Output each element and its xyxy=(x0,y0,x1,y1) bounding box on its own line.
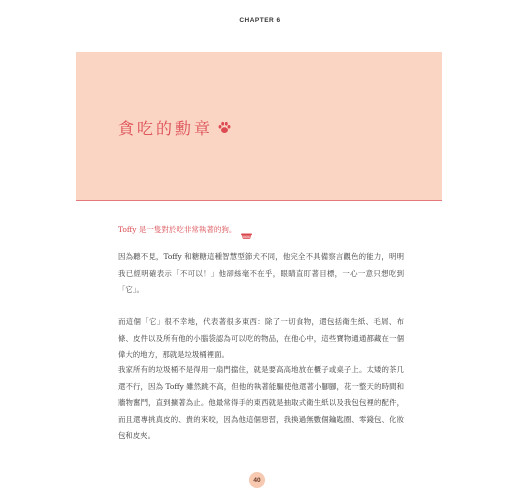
chapter-title-text: 貪吃的勳章 xyxy=(118,119,214,138)
subtitle-text: Toffy 是一隻對於吃非常執著的狗。 xyxy=(118,225,237,234)
chapter-title xyxy=(118,116,232,139)
svg-text:DOG: DOG xyxy=(243,235,251,239)
body-paragraph: 因為聽不見，Toffy 和糖糖這種智慧型節犬不同，他完全不具備察言觀色的能力，明明我已經明確表示「不可以！」他卻絲毫不在乎，眼睛直盯著目標，一心一意只想吃到「它」。 xyxy=(118,252,404,294)
chapter-subtitle xyxy=(118,224,253,239)
body-paragraph: 我家所有的垃圾桶不是得用一扇門擋住，就是要高高地放在櫃子或桌子上。太矮的茶几還不行，因為 Toffy 雖然跳不高，但他的執著能驅使他還著小腳腳，花一整天的時間和牆物奮鬥，直到擴著為止。他最常得手的東西就是抽取式衛生紙以及我包包裡的配件，而且還專挑真皮的、貴的來咬，因為他這個惡習，我換過無數個鑰匙圈、零錢包、化妝包和皮夾。 xyxy=(118,365,404,440)
dog-bowl-icon xyxy=(240,225,253,239)
paw-icon xyxy=(217,120,232,135)
page-number: 40 xyxy=(249,472,265,488)
body-paragraph: 而這個「它」很不幸地，代表著很多東西：除了一切食物，還包括衛生紙、毛屑、布條、皮件以及所有他的小腦袋認為可以吃的物品，在他心中，這些寶物通通都藏在一個偉大的地方，那就是垃圾桶裡面。 xyxy=(118,317,404,359)
chapter-label: CHAPTER 6 xyxy=(239,17,281,24)
